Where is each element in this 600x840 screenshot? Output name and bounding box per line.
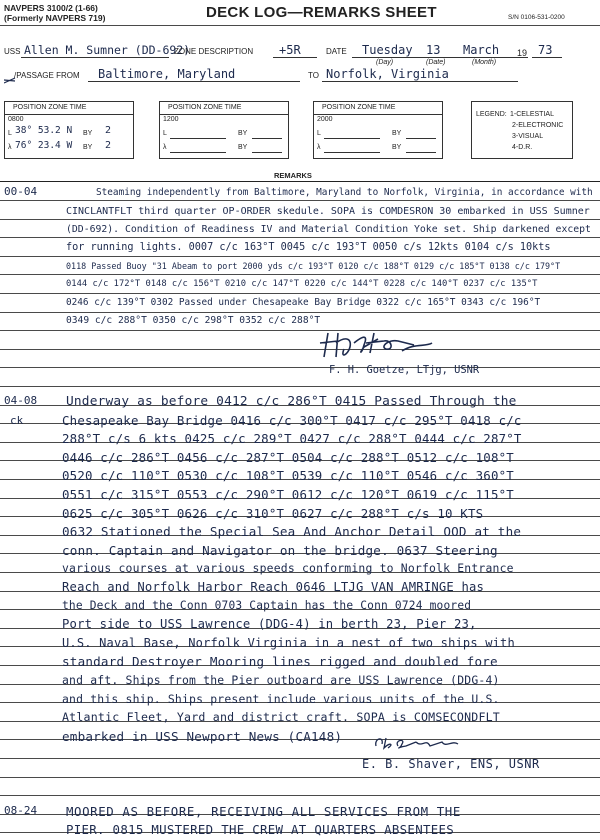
by-label: BY [83,130,93,137]
date-year: 73 [538,43,553,57]
ruled-line [0,274,600,275]
position-box-header: POSITION ZONE TIME [168,104,242,111]
day-caption: (Day) [376,59,394,66]
remarks-header: REMARKS [274,171,312,180]
legend-item: 3-VISUAL [512,133,544,140]
ruled-line [0,237,600,238]
watch-time: 08-24 [4,804,38,817]
log-line: for running lights. 0007 c/c 163°T 0045 c/c 193°T 0050 c/s 12kts 0104 c/s 10kts [66,242,551,253]
position-box-0800 [4,101,134,159]
log-line: U.S. Naval Base, Norfolk Virginia in a nest of two ships with [62,636,515,650]
log-line: CINCLANTFLT third quarter OP-ORDER skedule. SOPA is COMDESRON 30 embarked in USS Sumner [66,206,590,217]
log-line: Reach and Norfolk Harbor Reach 0646 LTJG VAN AMRINGE has [62,580,485,594]
log-line: MOORED AS BEFORE, RECEIVING ALL SERVICES FROM THE [66,804,461,819]
log-line: 0625 c/c 305°T 0626 c/c 310°T 0627 c/c 288°T c/s 10 KTS [62,506,484,521]
position-box-header: POSITION ZONE TIME [13,104,87,111]
position-time: 1200 [163,116,179,123]
by-label: BY [392,144,402,151]
signer-name: E. B. Shaver, ENS, USNR [362,757,540,771]
log-line: 0520 c/c 110°T 0530 c/c 108°T 0539 c/c 110°T 0546 c/c 360°T [62,468,514,483]
log-line: the Deck and the Conn 0703 Captain has the Conn 0724 moored [62,599,472,612]
ruled-line [0,386,600,387]
by-label: BY [238,130,248,137]
log-line: Steaming independently from Baltimore, Maryland to Norfolk, Virginia, in accordance with [96,187,593,198]
position-box-1200 [159,101,289,159]
signer-name: F. H. Goetze, LTjg, USNR [329,364,480,376]
latitude-symbol: L [8,130,12,137]
zone-value: +5R [279,43,301,57]
log-line: (DD-692). Condition of Readiness IV and Material Condition Yoke set. Ship darkened except [66,224,591,235]
ruled-line [0,256,600,257]
log-line: 0246 c/c 139°T 0302 Passed under Chesapeake Bay Bridge 0322 c/c 165°T 0343 c/c 196°T [66,297,541,308]
ruled-line [0,367,600,368]
log-line: Chesapeake Bay Bridge 0416 c/c 300°T 0417 c/c 295°T 0418 c/c [62,413,522,428]
stock-number: S/N 0106-531-0200 [508,14,565,21]
ship-name: Allen M. Sumner (DD-692) [24,43,191,57]
latitude-symbol: L [163,130,167,137]
page-title: DECK LOG—REMARKS SHEET [206,4,437,21]
by-label: BY [238,144,248,151]
legend-item: 4-D.R. [512,144,533,151]
by-label: BY [83,144,93,151]
legend-box [471,101,573,159]
log-line: and aft. Ships from the Pier outboard are USS Lawrence (DDG-4) [62,673,500,687]
log-line: 0349 c/c 288°T 0350 c/c 298°T 0352 c/c 288°T [66,315,321,326]
log-line: standard Destroyer Mooring lines rigged and doubled fore [62,654,498,669]
ruled-line [0,219,600,220]
form-formerly: (Formerly NAVPERS 719) [4,13,106,23]
date-day: Tuesday [362,43,413,57]
year-prefix: 19 [517,48,528,58]
signature-goetze [318,329,448,363]
ruled-line [0,330,600,331]
date-month: March [463,43,500,57]
ruled-line [0,312,600,313]
watch-time: 00-04 [4,185,38,198]
log-line: 288°T c/s 6 kts 0425 c/c 289°T 0427 c/c 288°T 0444 c/c 287°T [62,431,522,446]
latitude-symbol: L [317,130,321,137]
log-line: and this ship. Ships present include various units of the U.S. [62,692,500,706]
log-line: embarked in USS Newport News (CA148) [62,729,343,744]
legend-title: LEGEND: [476,111,507,118]
legend-item: 2-ELECTRONIC [512,122,564,129]
longitude-symbol: λ [8,144,12,151]
passage-from: Baltimore, Maryland [98,67,236,81]
log-line: 0118 Passed Buoy "31 Abeam to port 2000 yds c/c 193°T 0120 c/c 188°T 0129 c/c 185°T 0138 c/c 179°T [66,261,561,271]
log-line: 0632 Stationed the Special Sea And Anchor Detail OOD at the [62,524,522,539]
log-line: 0144 c/c 172°T 0148 c/c 156°T 0210 c/c 147°T 0220 c/c 144°T 0228 c/c 140°T 0237 c/c 135°T [66,279,538,289]
log-line: Underway as before 0412 c/c 286°T 0415 Passed Through the [66,394,517,409]
longitude-symbol: λ [163,144,167,151]
passage-label: /PASSAGE FROM [14,71,80,80]
month-caption: (Month) [472,59,497,66]
uss-label: USS [4,47,21,56]
position-time: 0800 [8,116,24,123]
ruled-line [0,349,600,350]
log-line: conn. Captain and Navigator on the bridge. 0637 Steering [62,543,498,558]
position-latitude: 38° 53.2 N [15,125,73,136]
log-line: Port side to USS Lawrence (DDG-4) in berth 23, Pier 23, [62,617,477,631]
longitude-symbol: λ [317,144,321,151]
position-longitude: 76° 23.4 W [15,140,73,151]
legend-item: 1-CELESTIAL [510,111,554,118]
log-line: Atlantic Fleet, Yard and district craft. SOPA is COMSECONDFLT [62,710,500,724]
ruled-line [0,293,600,294]
log-line: 0551 c/c 315°T 0553 c/c 290°T 0612 c/c 120°T 0619 c/c 115°T [62,487,514,502]
log-line: 0446 c/c 286°T 0456 c/c 287°T 0504 c/c 288°T 0512 c/c 108°T [62,450,514,465]
position-latitude-by: 2 [105,125,112,136]
position-longitude-by: 2 [105,140,112,151]
by-label: BY [392,130,402,137]
ruled-line [0,795,600,796]
date-number: 13 [426,43,441,57]
ruled-line [0,777,600,778]
form-number: NAVPERS 3100/2 (1-66) [4,3,98,13]
position-box-header: POSITION ZONE TIME [322,104,396,111]
zone-description-label: ZONE DESCRIPTION [174,47,254,56]
passage-to: Norfolk, Virginia [326,67,449,81]
position-time: 2000 [317,116,333,123]
ruled-line [0,200,600,201]
date-caption: (Date) [426,59,446,66]
check-mark: ck [10,414,24,427]
position-box-2000 [313,101,443,159]
passage-to-label: TO [308,71,319,80]
log-line: various courses at various speeds conforming to Norfolk Entrance [62,561,514,575]
signature-shaver [372,734,462,752]
log-line: PIER. 0815 MUSTERED THE CREW AT QUARTERS ABSENTEES [66,822,454,837]
watch-time: 04-08 [4,394,38,407]
date-label: DATE [326,47,347,56]
